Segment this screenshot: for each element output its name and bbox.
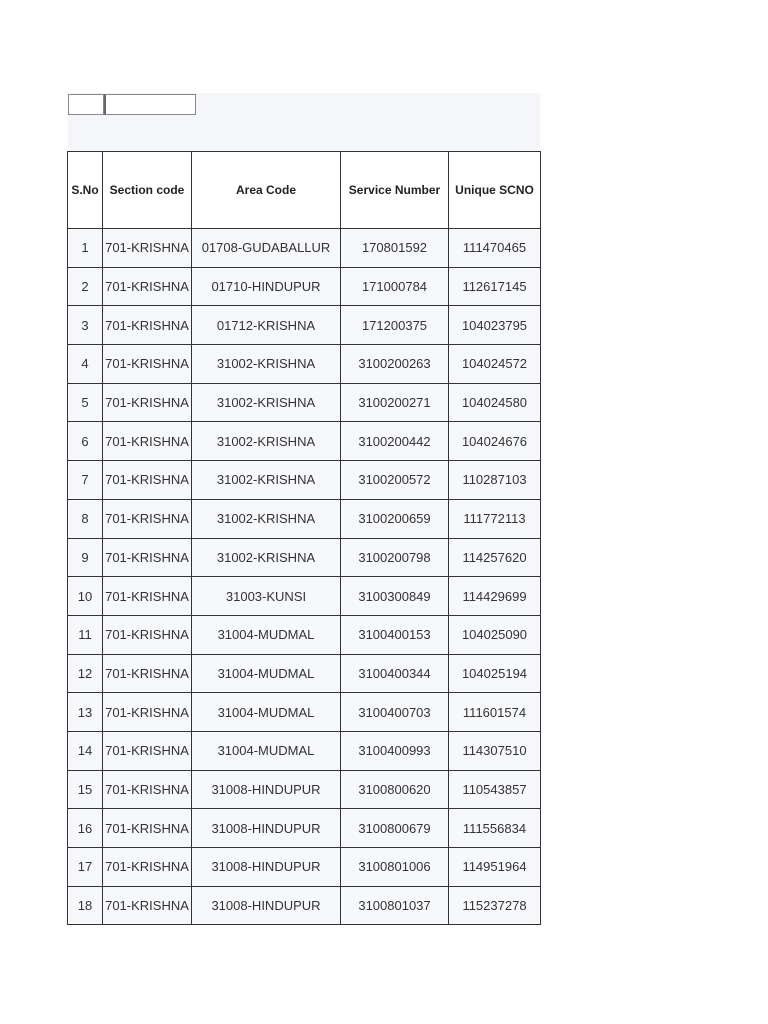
cell-sno: 17 (68, 848, 103, 887)
cell-service-number: 3100200659 (341, 499, 449, 538)
cell-unique-scno: 114257620 (449, 538, 541, 577)
table-row (68, 886, 541, 925)
cell-service-number: 3100200263 (341, 345, 449, 384)
cell-sno: 5 (68, 383, 103, 422)
cell-service-number: 3100801006 (341, 848, 449, 887)
cell-section-code: 701-KRISHNA (103, 499, 192, 538)
cell-section-code: 701-KRISHNA (103, 770, 192, 809)
cell-sno: 2 (68, 267, 103, 306)
cell-sno: 14 (68, 731, 103, 770)
cell-section-code: 701-KRISHNA (103, 461, 192, 500)
cell-unique-scno: 104024676 (449, 422, 541, 461)
cell-sno: 3 (68, 306, 103, 345)
cell-section-code: 701-KRISHNA (103, 848, 192, 887)
cell-service-number: 3100200572 (341, 461, 449, 500)
cell-section-code: 701-KRISHNA (103, 654, 192, 693)
cell-service-number: 171000784 (341, 267, 449, 306)
cell-sno: 10 (68, 577, 103, 616)
cell-service-number: 3100200798 (341, 538, 449, 577)
cell-service-number: 3100200442 (341, 422, 449, 461)
table-row (68, 461, 541, 500)
cell-area-code: 31002-KRISHNA (192, 345, 341, 384)
cell-unique-scno: 104024580 (449, 383, 541, 422)
cell-service-number: 3100400153 (341, 615, 449, 654)
cell-unique-scno: 110543857 (449, 770, 541, 809)
cell-unique-scno: 111470465 (449, 229, 541, 268)
cell-section-code: 701-KRISHNA (103, 267, 192, 306)
cell-unique-scno: 111556834 (449, 809, 541, 848)
cell-service-number: 3100400344 (341, 654, 449, 693)
cell-unique-scno: 114429699 (449, 577, 541, 616)
cell-area-code: 31002-KRISHNA (192, 383, 341, 422)
cell-area-code: 31008-HINDUPUR (192, 848, 341, 887)
cell-area-code: 31008-HINDUPUR (192, 770, 341, 809)
cell-unique-scno: 114951964 (449, 848, 541, 887)
cell-area-code: 31004-MUDMAL (192, 615, 341, 654)
cell-area-code: 31002-KRISHNA (192, 499, 341, 538)
cell-service-number: 3100300849 (341, 577, 449, 616)
cell-sno: 15 (68, 770, 103, 809)
table-row (68, 345, 541, 384)
cell-sno: 7 (68, 461, 103, 500)
cell-area-code: 01708-GUDABALLUR (192, 229, 341, 268)
column-header-section-code: Section code (103, 152, 192, 229)
cell-sno: 16 (68, 809, 103, 848)
table-row (68, 770, 541, 809)
cell-section-code: 701-KRISHNA (103, 306, 192, 345)
table-row (68, 654, 541, 693)
cell-sno: 9 (68, 538, 103, 577)
table-row (68, 267, 541, 306)
cell-section-code: 701-KRISHNA (103, 731, 192, 770)
cell-area-code: 31004-MUDMAL (192, 654, 341, 693)
table-row (68, 615, 541, 654)
table-row (68, 577, 541, 616)
cell-unique-scno: 111772113 (449, 499, 541, 538)
cell-sno: 8 (68, 499, 103, 538)
cell-unique-scno: 104025090 (449, 615, 541, 654)
cell-section-code: 701-KRISHNA (103, 383, 192, 422)
cell-area-code: 31002-KRISHNA (192, 538, 341, 577)
table-row (68, 809, 541, 848)
cell-sno: 13 (68, 693, 103, 732)
cell-service-number: 170801592 (341, 229, 449, 268)
cell-area-code: 31008-HINDUPUR (192, 809, 341, 848)
cell-sno: 6 (68, 422, 103, 461)
cell-unique-scno: 110287103 (449, 461, 541, 500)
cell-unique-scno: 114307510 (449, 731, 541, 770)
table-header (68, 152, 541, 229)
cell-sno: 12 (68, 654, 103, 693)
cell-unique-scno: 111601574 (449, 693, 541, 732)
table-row (68, 538, 541, 577)
cell-sno: 11 (68, 615, 103, 654)
cell-section-code: 701-KRISHNA (103, 229, 192, 268)
cell-sno: 4 (68, 345, 103, 384)
cell-area-code: 01710-HINDUPUR (192, 267, 341, 306)
cell-unique-scno: 104025194 (449, 654, 541, 693)
cell-unique-scno: 112617145 (449, 267, 541, 306)
cell-sno: 18 (68, 886, 103, 925)
cell-service-number: 3100200271 (341, 383, 449, 422)
cell-area-code: 31004-MUDMAL (192, 693, 341, 732)
cell-area-code: 31003-KUNSI (192, 577, 341, 616)
cell-area-code: 31002-KRISHNA (192, 461, 341, 500)
service-table (67, 151, 541, 925)
cell-section-code: 701-KRISHNA (103, 577, 192, 616)
cell-section-code: 701-KRISHNA (103, 422, 192, 461)
cell-service-number: 3100800679 (341, 809, 449, 848)
table-row (68, 499, 541, 538)
column-header-service-number: Service Number (341, 152, 449, 229)
cell-service-number: 3100800620 (341, 770, 449, 809)
cell-unique-scno: 104024572 (449, 345, 541, 384)
cell-unique-scno: 115237278 (449, 886, 541, 925)
table-row (68, 693, 541, 732)
table-row (68, 848, 541, 887)
cell-service-number: 171200375 (341, 306, 449, 345)
cell-section-code: 701-KRISHNA (103, 693, 192, 732)
cell-area-code: 01712-KRISHNA (192, 306, 341, 345)
empty-cell[interactable] (68, 94, 104, 115)
cell-service-number: 3100801037 (341, 886, 449, 925)
column-header-sno: S.No (68, 152, 103, 229)
table-row (68, 731, 541, 770)
cell-section-code: 701-KRISHNA (103, 809, 192, 848)
table-row (68, 306, 541, 345)
cell-section-code: 701-KRISHNA (103, 615, 192, 654)
table-row (68, 422, 541, 461)
cell-section-code: 701-KRISHNA (103, 538, 192, 577)
empty-cell[interactable] (104, 94, 196, 115)
cell-service-number: 3100400993 (341, 731, 449, 770)
cell-area-code: 31008-HINDUPUR (192, 886, 341, 925)
cell-section-code: 701-KRISHNA (103, 886, 192, 925)
table-row (68, 229, 541, 268)
column-header-unique-scno: Unique SCNO (449, 152, 541, 229)
table-body (68, 229, 541, 925)
table-row (68, 383, 541, 422)
cell-sno: 1 (68, 229, 103, 268)
cell-section-code: 701-KRISHNA (103, 345, 192, 384)
cell-area-code: 31004-MUDMAL (192, 731, 341, 770)
header-row (68, 152, 541, 229)
cell-area-code: 31002-KRISHNA (192, 422, 341, 461)
cell-service-number: 3100400703 (341, 693, 449, 732)
cell-unique-scno: 104023795 (449, 306, 541, 345)
column-header-area-code: Area Code (192, 152, 341, 229)
